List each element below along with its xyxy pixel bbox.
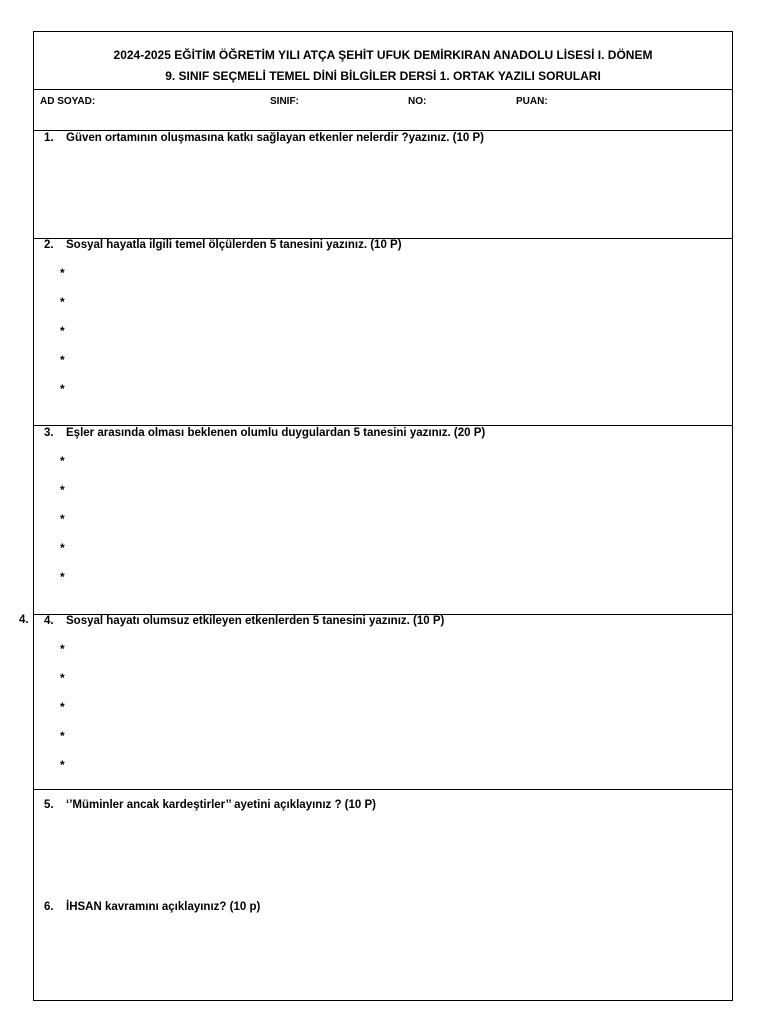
divider [34, 89, 732, 90]
answer-bullet[interactable]: * [60, 512, 65, 526]
answer-bullet[interactable]: * [60, 483, 65, 497]
question-2 [44, 239, 402, 251]
question-number: 3. [44, 427, 54, 439]
divider [34, 425, 732, 426]
question-text: İHSAN kavramını açıklayınız? (10 p) [66, 901, 261, 913]
question-text: Sosyal hayatla ilgili temel ölçülerden 5 tanesini yazınız. (10 P) [66, 239, 402, 251]
question-number: 6. [44, 901, 54, 913]
question-4 [44, 615, 444, 627]
question-3 [44, 427, 485, 439]
student-number-field[interactable]: NO: [408, 96, 427, 107]
question-6 [44, 901, 260, 913]
question-text: ‘’Müminler ancak kardeştirler’’ ayetini açıklayınız ? (10 P) [66, 799, 376, 811]
question-5 [44, 799, 376, 811]
question-number: 4. [44, 615, 54, 627]
answer-bullet[interactable]: * [60, 758, 65, 772]
question-1 [44, 132, 484, 144]
question-text: Güven ortamının oluşmasına katkı sağlayan etkenler nelerdir ?yazınız. (10 P) [66, 132, 484, 144]
question-number: 5. [44, 799, 54, 811]
answer-bullet[interactable]: * [60, 642, 65, 656]
answer-bullet[interactable]: * [60, 454, 65, 468]
answer-bullet[interactable]: * [60, 541, 65, 555]
answer-bullet[interactable]: * [60, 295, 65, 309]
exam-sheet [33, 31, 733, 1001]
answer-bullet[interactable]: * [60, 570, 65, 584]
answer-bullet[interactable]: * [60, 324, 65, 338]
answer-bullet[interactable]: * [60, 700, 65, 714]
answer-bullet[interactable]: * [60, 729, 65, 743]
question-text: Eşler arasında olması beklenen olumlu duygulardan 5 tanesini yazınız. (20 P) [66, 427, 486, 439]
answer-bullet[interactable]: * [60, 266, 65, 280]
student-name-field[interactable]: AD SOYAD: [40, 96, 96, 107]
student-score-field[interactable]: PUAN: [516, 96, 548, 107]
divider [34, 789, 732, 790]
exam-title-line2: 9. SINIF SEÇMELİ TEMEL DİNİ BİLGİLER DERSİ 1. ORTAK YAZILI SORULARI [165, 69, 601, 83]
question-number: 2. [44, 239, 54, 251]
stray-question-marker: 4. [19, 614, 29, 626]
answer-bullet[interactable]: * [60, 353, 65, 367]
question-number: 1. [44, 132, 54, 144]
answer-bullet[interactable]: * [60, 382, 65, 396]
divider [34, 130, 732, 131]
question-text: Sosyal hayatı olumsuz etkileyen etkenlerden 5 tanesini yazınız. (10 P) [66, 615, 445, 627]
student-class-field[interactable]: SINIF: [270, 96, 299, 107]
answer-bullet[interactable]: * [60, 671, 65, 685]
exam-title-line1: 2024-2025 EĞİTİM ÖĞRETİM YILI ATÇA ŞEHİT UFUK DEMİRKIRAN ANADOLU LİSESİ I. DÖNEM [113, 48, 653, 62]
